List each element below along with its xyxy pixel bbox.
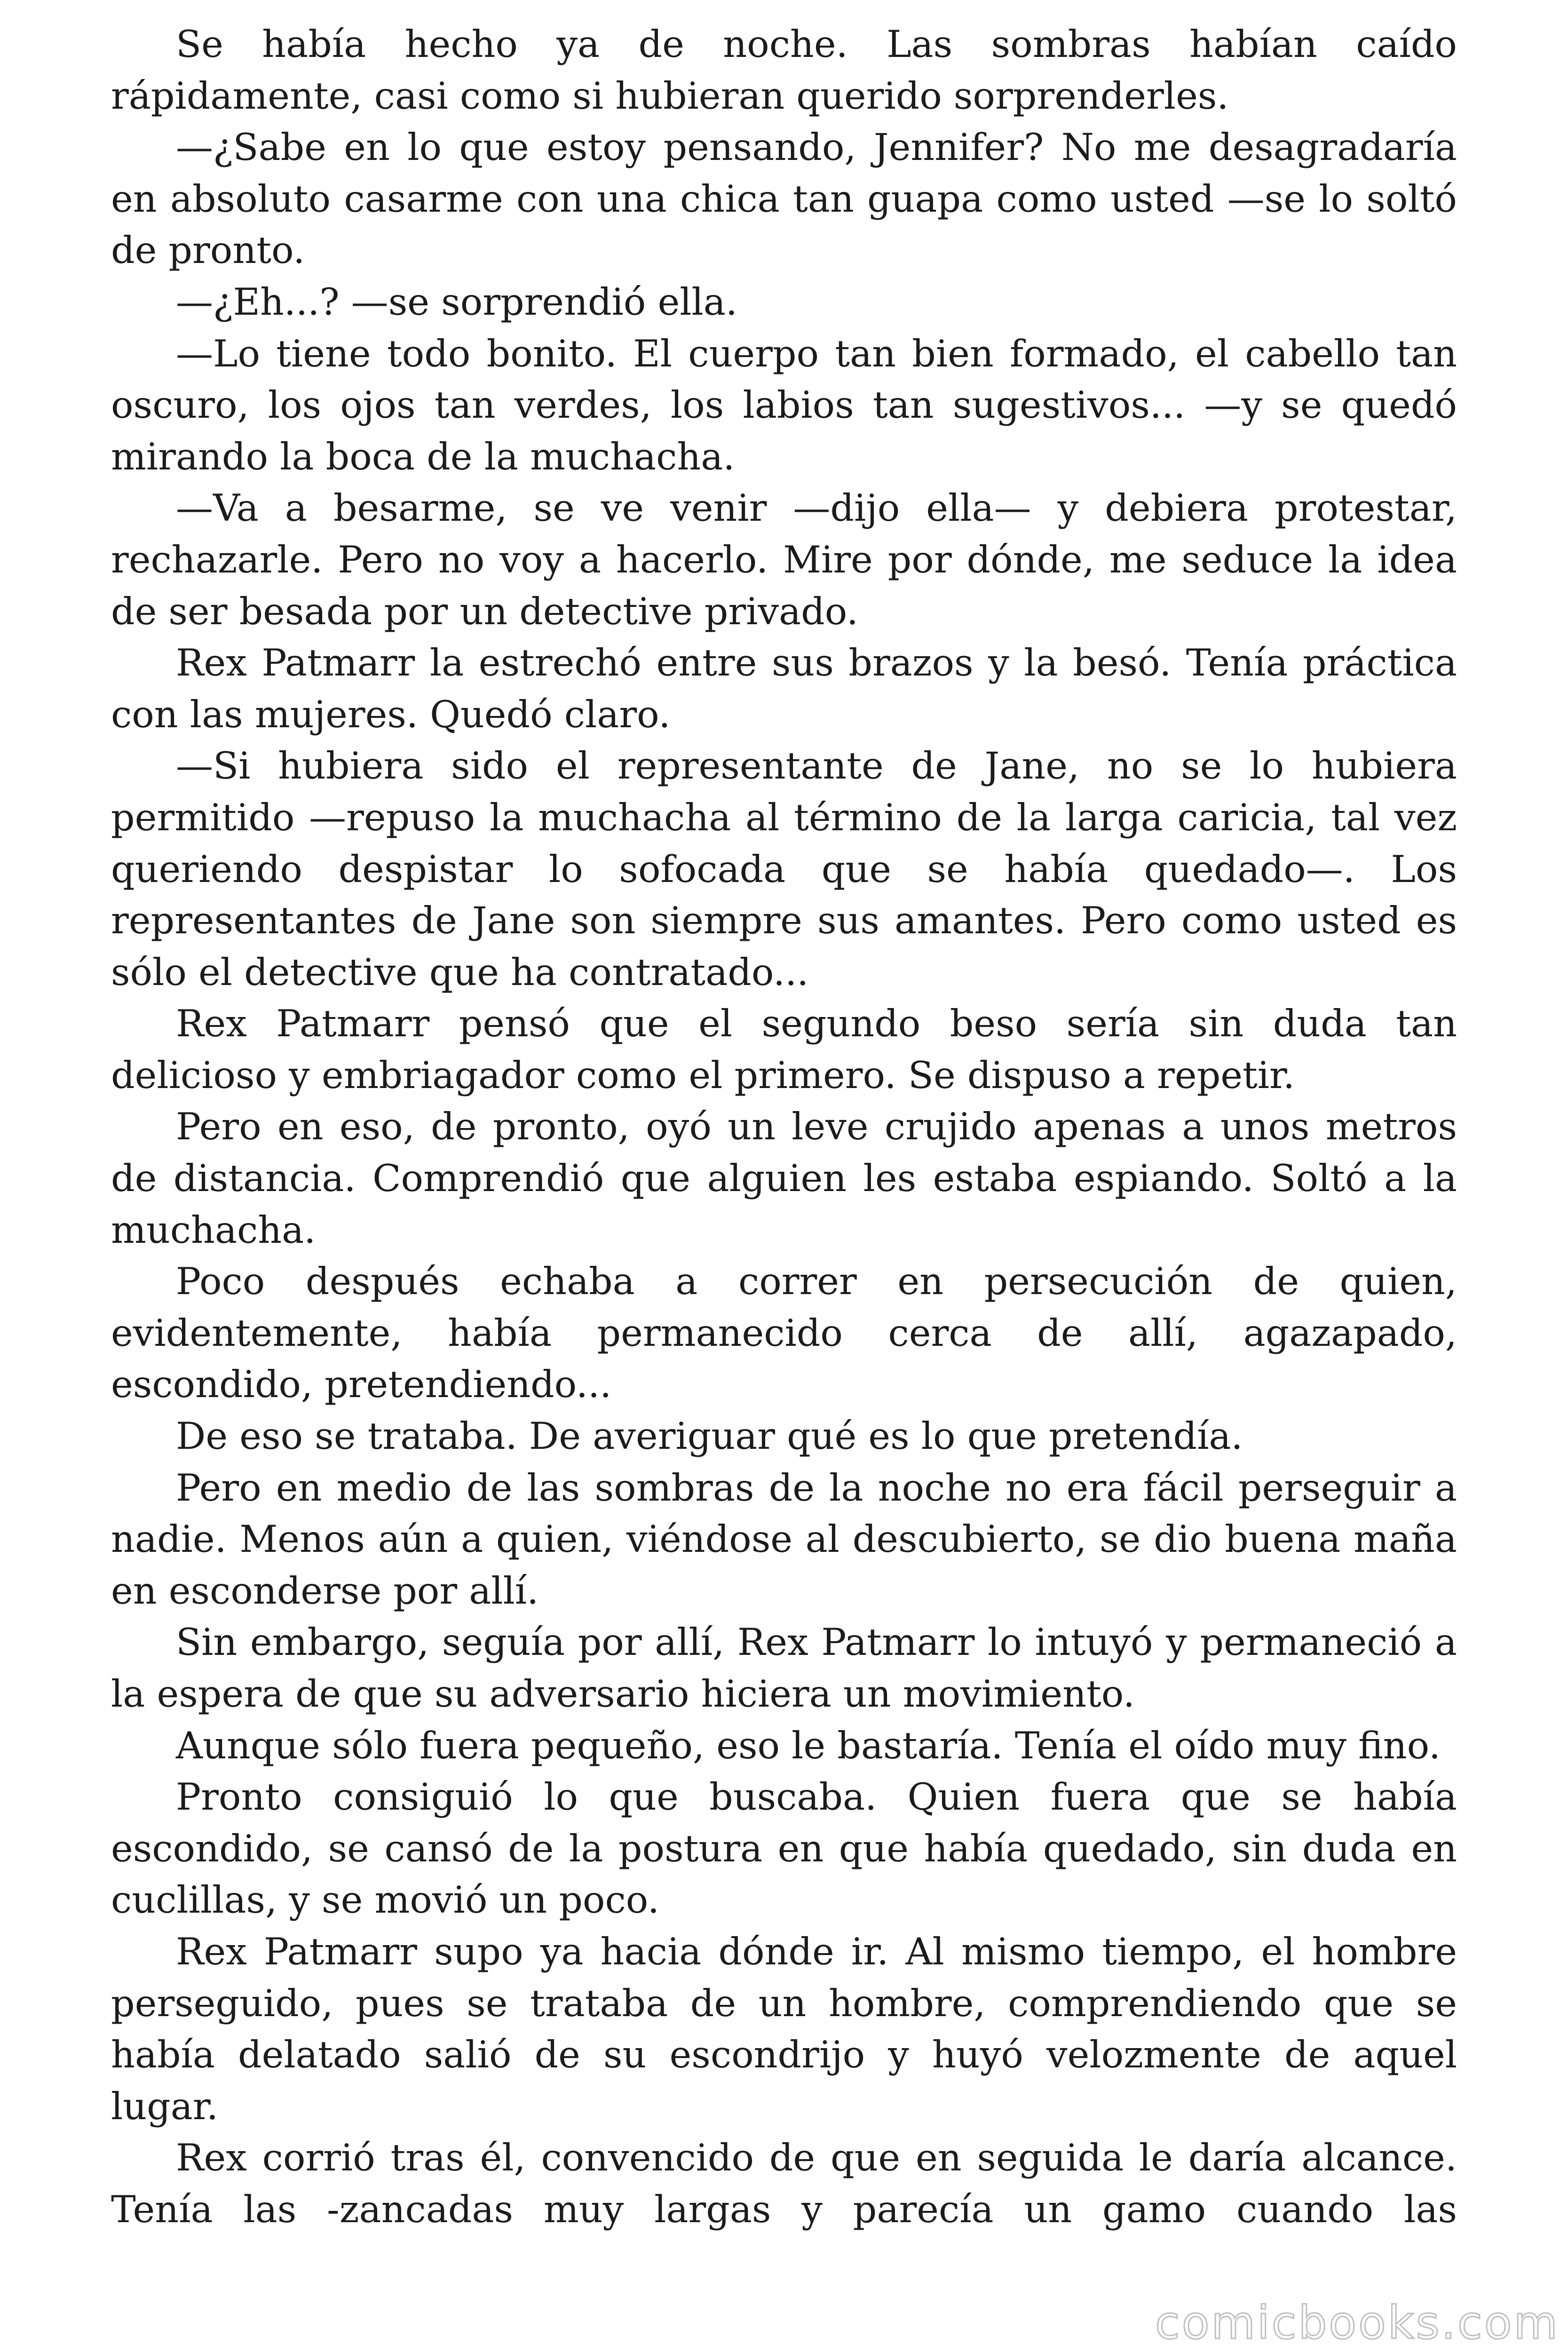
paragraph: —Si hubiera sido el representante de Jane, no se lo hubiera permitido —repuso la muchacha al término de la larga caricia, tal vez queriendo despistar lo sofocada que se había quedado—. Los representantes de Jane son siempre sus amantes. Pero como usted es sólo el detective que ha contratado... (111, 744, 1457, 994)
paragraph: —Va a besarme, se ve venir —dijo ella— y debiera protestar, rechazarle. Pero no voy a hacerlo. Mire por dónde, me seduce la idea de ser besada por un detective privado. (111, 486, 1457, 633)
paragraph: Rex Patmarr pensó que el segundo beso sería sin duda tan delicioso y embriagador como el primero. Se dispuso a repetir. (111, 1002, 1457, 1097)
paragraph: Rex Patmarr la estrechó entre sus brazos y la besó. Tenía práctica con las mujeres. Quedó claro. (111, 641, 1457, 736)
paragraph: —Lo tiene todo bonito. El cuerpo tan bien formado, el cabello tan oscuro, los ojos tan verdes, los labios tan sugestivos... —y se quedó mirando la boca de la muchacha. (111, 332, 1457, 478)
paragraph: Poco después echaba a correr en persecución de quien, evidentemente, había permanecido cerca de allí, agazapado, escondido, pretendiendo... (111, 1260, 1457, 1406)
paragraph: —¿Eh...? —se sorprendió ella. (176, 280, 737, 324)
paragraph: Sin embargo, seguía por allí, Rex Patmarr lo intuyó y permaneció a la espera de que su adversario hiciera un movimiento. (111, 1621, 1457, 1716)
paragraph: —¿Sabe en lo que estoy pensando, Jennifer? No me desagradaría en absoluto casarme con una chica tan guapa como usted —se lo soltó de pronto. (111, 126, 1457, 272)
paragraph: Pero en eso, de pronto, oyó un leve crujido apenas a unos metros de distancia. Comprendió que alguien les estaba espiando. Soltó a la muchacha. (111, 1105, 1457, 1252)
paragraph: Se había hecho ya de noche. Las sombras habían caído rápidamente, casi como si hubieran querido sorprenderles. (111, 23, 1457, 118)
watermark-logo: comicbooks.com (1155, 2296, 1560, 2349)
book-page-text (111, 19, 1457, 2236)
paragraph: De eso se trataba. De averiguar qué es lo que pretendía. (176, 1414, 1243, 1458)
paragraph: Aunque sólo fuera pequeño, eso le bastaría. Tenía el oído muy fino. (176, 1724, 1441, 1767)
paragraph: Pero en medio de las sombras de la noche no era fácil perseguir a nadie. Menos aún a quien, viéndose al descubierto, se dio buena maña en esconderse por allí. (111, 1466, 1457, 1613)
paragraph: Rex corrió tras él, convencido de que en seguida le daría alcance. Tenía las -zancadas muy largas y parecía un gamo cuando las (111, 2136, 1457, 2231)
paragraph: Rex Patmarr supo ya hacia dónde ir. Al mismo tiempo, el hombre perseguido, pues se trataba de un hombre, comprendiendo que se había delatado salió de su escondrijo y huyó velozmente de aquel lugar. (111, 1930, 1457, 2128)
paragraph: Pronto consiguió lo que buscaba. Quien fuera que se había escondido, se cansó de la postura en que había quedado, sin duda en cuclillas, y se movió un poco. (111, 1775, 1457, 1922)
